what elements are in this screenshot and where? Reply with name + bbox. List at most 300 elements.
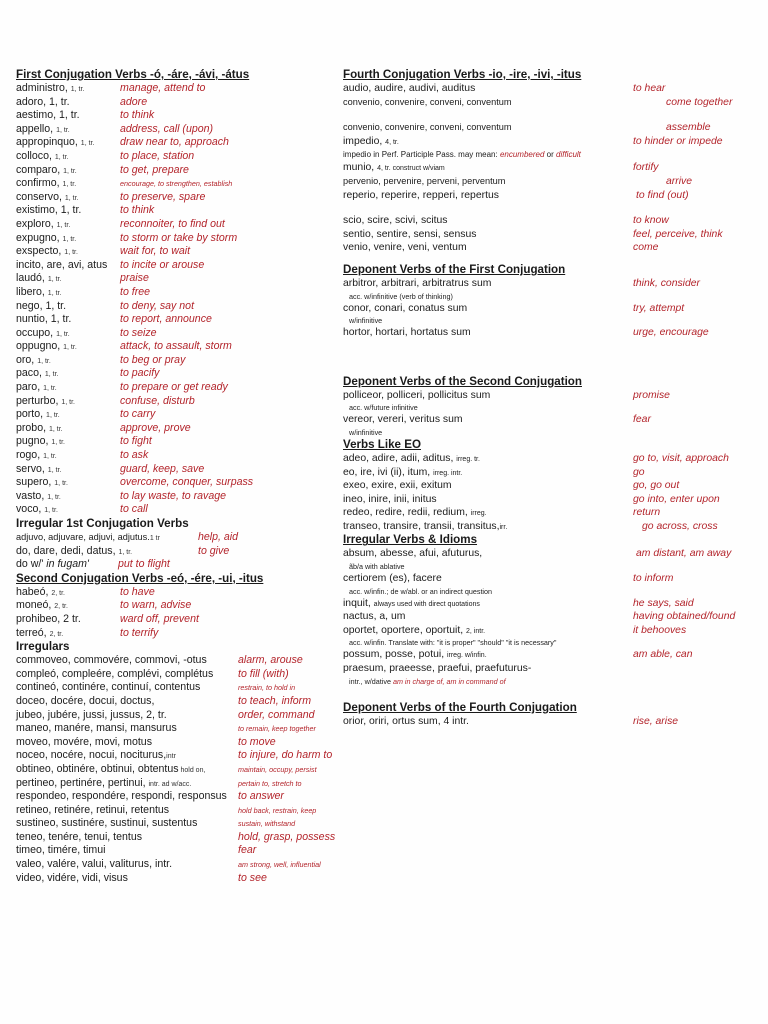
latin-word-text: possum, posse, potui,: [343, 649, 447, 661]
vocab-row: [16, 245, 346, 259]
vocab-row: [16, 367, 346, 381]
latin-word: [343, 228, 476, 242]
latin-word: [16, 749, 176, 764]
vocab-row: [16, 272, 346, 286]
latin-word-text: vasto,: [16, 489, 48, 502]
latin-word-text: scio, scire, scivi, scitus: [343, 215, 448, 227]
grammar-note: 1, tr.: [64, 249, 78, 257]
vocab-row: [16, 191, 346, 205]
impedio-note: [343, 148, 758, 161]
vocab-row: [343, 277, 758, 291]
latin-word: [16, 232, 76, 247]
latin-word-text: absum, abesse, afui, afuturus,: [343, 548, 483, 560]
english-gloss: to get, prepare: [120, 163, 189, 176]
impedio-note-gloss-2: difficult: [556, 150, 581, 160]
grammar-note: 1, tr.: [44, 371, 59, 379]
latin-word-text: conservo,: [16, 190, 65, 203]
latin-word-text: aestimo, 1, tr.: [16, 109, 80, 122]
latin-word: [343, 520, 507, 535]
vocab-row: [16, 736, 346, 750]
latin-word-text: vereor, vereri, veritus sum: [343, 414, 463, 426]
latin-word: [16, 422, 63, 437]
latin-word: [343, 326, 471, 340]
vocab-row: [343, 610, 758, 624]
english-gloss: manage, attend to: [120, 82, 206, 94]
vocab-row: [16, 531, 346, 545]
grammar-note: 1, tr.: [44, 507, 58, 515]
latin-word-text: inquit,: [343, 597, 374, 609]
english-gloss: maintain, occupy, persist: [238, 764, 317, 774]
latin-word: [343, 82, 475, 96]
english-gloss: to see: [238, 871, 267, 884]
english-gloss: to hear: [633, 83, 666, 94]
latin-word-text: colloco,: [16, 149, 55, 162]
latin-word: [16, 627, 63, 642]
grammar-note: 2, intr.: [466, 627, 486, 635]
grammar-note: 1, tr.: [63, 167, 77, 175]
latin-word-text: expugno,: [16, 231, 63, 244]
latin-word-text: terreó,: [16, 626, 50, 639]
latin-word: [343, 493, 437, 507]
vocab-row: [16, 831, 346, 845]
grammar-note: 2, tr.: [51, 589, 65, 597]
impedio-note-gloss-1: encumbered: [499, 150, 545, 160]
grammar-note: 2, tr.: [49, 630, 64, 638]
latin-word: [16, 177, 76, 192]
latin-word: [16, 150, 69, 165]
english-gloss: urge, encourage: [633, 327, 709, 339]
latin-word: [16, 844, 105, 858]
latin-word-text: oportet, oportere, oportuit,: [343, 624, 467, 636]
vocab-row: [16, 136, 346, 150]
latin-word: [16, 367, 58, 382]
latin-word-text: venio, venire, veni, ventum: [343, 242, 467, 254]
grammar-note: 2, tr.: [54, 603, 68, 611]
latin-word-text: rogo,: [16, 449, 44, 462]
latin-word: [16, 435, 65, 450]
latin-word-text: probo,: [16, 421, 49, 434]
section-heading: Second Conjugation Verbs -eó, -ére, -ui, -itus: [16, 571, 264, 585]
grammar-note: 1, tr.: [62, 235, 77, 243]
vocab-row: [343, 135, 758, 149]
vocab-row: [16, 177, 346, 191]
english-gloss: to seize: [120, 326, 157, 339]
vocab-row: [343, 520, 758, 534]
english-gloss: to preserve, spare: [120, 190, 206, 203]
english-gloss: he says, said: [633, 597, 694, 609]
vocab-row: [16, 449, 346, 463]
grammar-note: 1, tr.: [56, 221, 71, 229]
english-gloss: to free: [120, 285, 151, 298]
english-gloss: to teach, inform: [238, 694, 312, 707]
english-gloss: to fill (with): [238, 667, 289, 680]
latin-word-text: sentio, sentire, sensi, sensus: [343, 228, 477, 240]
grammar-note: 1, tr.: [47, 493, 61, 501]
english-gloss: sustain, withstand: [238, 819, 296, 829]
english-gloss: to carry: [120, 408, 156, 421]
english-gloss: hold, grasp, possess: [238, 830, 336, 843]
latin-word: [16, 463, 61, 478]
vocab-row: [16, 150, 346, 164]
english-gloss: come together: [666, 96, 733, 108]
vocab-row: [16, 599, 346, 613]
latin-word: [16, 123, 70, 138]
latin-word: [16, 777, 191, 792]
english-gloss: to call: [120, 503, 148, 516]
latin-word: [16, 872, 128, 886]
latin-word-text: do, dare, dedi, datus,: [16, 544, 119, 557]
latin-word: [16, 395, 75, 410]
section-heading: First Conjugation Verbs -ó, -áre, -ávi, -átus: [16, 68, 250, 81]
latin-word-text: sustineo, sustinére, sustinui, sustentus: [16, 817, 198, 830]
latin-word: [16, 599, 68, 614]
latin-word: [16, 164, 77, 179]
vocab-row: [16, 858, 346, 872]
latin-word: [16, 763, 205, 778]
latin-word: [16, 476, 68, 491]
usage-note: [343, 315, 758, 326]
grammar-note: 1, tr.: [61, 398, 75, 406]
latin-word-text: existimo, 1, tr.: [16, 204, 82, 217]
english-gloss: to report, announce: [120, 313, 212, 326]
latin-word-text: do w/': [16, 558, 47, 571]
latin-word-text: oro,: [16, 353, 38, 366]
section-heading: Verbs Like EO: [343, 437, 421, 451]
usage-note-gloss: am in charge of, am in command of: [392, 676, 506, 686]
english-gloss: to remain, keep together: [238, 724, 316, 734]
grammar-note: 1, tr.: [56, 330, 70, 338]
latin-word-text: nuntio, 1, tr.: [16, 313, 72, 326]
latin-word: [16, 613, 81, 627]
latin-word-text: adeo, adire, adii, aditus,: [343, 452, 457, 464]
latin-word-text: supero,: [16, 476, 55, 489]
vocab-row: [16, 545, 346, 559]
latin-word: [16, 286, 61, 301]
latin-word: [343, 648, 487, 663]
latin-word-text: laudó,: [16, 272, 48, 285]
vocab-row: [343, 302, 758, 316]
latin-word: [16, 218, 70, 233]
latin-word: [16, 259, 107, 273]
latin-word: [343, 597, 480, 612]
vocab-row: [16, 109, 346, 123]
latin-word: [343, 175, 505, 189]
latin-word-text: redeo, redire, redii, redium,: [343, 507, 471, 519]
latin-word: [16, 831, 142, 845]
usage-note-text: acc. w/infin. Translate with: "it is proper" "should" "it is necessary": [349, 638, 557, 648]
grammar-note: 1, tr.: [54, 153, 69, 161]
grammar-note: intr. ad w/acc.: [148, 780, 192, 788]
grammar-note: 1, tr.: [37, 357, 51, 365]
vocab-row: [343, 572, 758, 586]
english-gloss: feel, perceive, think: [633, 228, 723, 240]
latin-word: [343, 389, 490, 403]
latin-word-text: eo, ire, ivi (ii), itum,: [343, 466, 434, 478]
latin-word-text: administro,: [16, 82, 71, 94]
english-gloss: to move: [238, 735, 276, 748]
latin-word-text: ineo, inire, inii, initus: [343, 493, 437, 505]
latin-word: [16, 96, 70, 110]
vocab-row: [343, 506, 758, 520]
english-gloss: to prepare or get ready: [120, 381, 228, 394]
latin-word-text: compleó, compleére, complévi, complétus: [16, 667, 214, 680]
english-gloss: address, call (upon): [120, 122, 214, 135]
latin-word: [16, 709, 167, 723]
english-gloss: to injure, do harm to: [238, 749, 333, 762]
english-gloss: promise: [633, 389, 670, 401]
latin-word: [343, 277, 491, 291]
usage-note: [343, 402, 758, 413]
grammar-note: irreg.: [470, 510, 487, 518]
usage-note-text: acc. w/future infinitive: [349, 403, 418, 413]
latin-word-text: appropinquo,: [16, 136, 81, 149]
section-heading: Irregulars: [16, 640, 70, 654]
english-gloss: reconnoiter, to find out: [120, 217, 225, 230]
latin-word: [343, 189, 499, 203]
vocab-row: [16, 476, 346, 490]
english-gloss: to hinder or impede: [633, 135, 723, 147]
english-gloss: to have: [120, 585, 155, 598]
vocab-row: [343, 662, 758, 676]
latin-word-text: voco,: [16, 503, 45, 516]
vocab-row: [343, 214, 758, 228]
vocab-row: [16, 232, 346, 246]
english-gloss: having obtained/found: [633, 611, 736, 623]
vocab-row: [16, 395, 346, 409]
vocab-row: [343, 479, 758, 493]
vocab-row: [16, 313, 346, 327]
latin-word: [343, 302, 467, 316]
english-gloss: to terrify: [120, 626, 159, 639]
latin-word-text: servo,: [16, 462, 48, 475]
vocab-row: [16, 668, 346, 682]
latin-word-text: polliceor, polliceri, pollicitus sum: [343, 389, 491, 401]
vocab-row: [343, 121, 758, 135]
latin-word: [16, 817, 197, 831]
english-gloss: assemble: [666, 122, 711, 134]
grammar-note: always used with direct quotations: [373, 600, 480, 608]
vocab-row: [16, 286, 346, 300]
latin-word-text: arbitror, arbitrari, arbitratrus sum: [343, 277, 492, 289]
english-gloss: to incite or arouse: [120, 258, 205, 271]
vocab-row: [343, 466, 758, 480]
grammar-note: 1, tr.: [80, 140, 95, 148]
vocab-row: [16, 763, 346, 777]
vocab-row: [16, 381, 346, 395]
grammar-note: 1, tr.: [43, 453, 57, 461]
grammar-note: 1, tr.: [47, 466, 62, 474]
english-gloss: go: [633, 466, 645, 478]
english-gloss: to fight: [120, 435, 152, 448]
latin-word-text: transeo, transire, transii, transitus,: [343, 520, 500, 532]
vocab-row: [343, 624, 758, 638]
english-gloss: help, aid: [198, 531, 239, 543]
latin-word-text: reperio, reperire, repperi, repertus: [343, 189, 499, 201]
vocab-row: [16, 777, 346, 791]
grammar-note: 1, tr.: [47, 289, 62, 297]
usage-note-text: w/infinitive: [349, 316, 383, 326]
latin-word: [16, 736, 152, 750]
spacer: [343, 687, 758, 701]
english-gloss: try, attempt: [633, 302, 685, 314]
grammar-note: 1, tr.: [70, 86, 85, 93]
latin-word: [16, 790, 227, 804]
latin-word: [16, 586, 65, 601]
english-gloss: am strong, well, influential: [238, 860, 321, 870]
latin-word: [343, 135, 399, 150]
latin-word: [16, 531, 160, 546]
english-gloss: to lay waste, to ravage: [120, 489, 226, 502]
english-gloss: go across, cross: [642, 520, 718, 532]
latin-word: [343, 96, 512, 110]
latin-word: [343, 610, 405, 624]
english-gloss: guard, keep, save: [120, 462, 205, 475]
english-gloss: fear: [633, 414, 651, 426]
vocab-row: [16, 327, 346, 341]
english-gloss: encourage, to strengthen, establish: [120, 179, 233, 189]
usage-note: [343, 586, 758, 597]
vocab-row: [343, 389, 758, 403]
latin-word-text: convenio, convenire, conveni, conventum: [343, 96, 512, 107]
latin-word: [16, 654, 207, 668]
vocab-row: [16, 164, 346, 178]
grammar-note: 1, tr.: [47, 276, 62, 284]
english-gloss: to find (out): [636, 189, 689, 201]
latin-word: [16, 354, 51, 369]
vocab-row: [343, 715, 758, 729]
english-gloss: attack, to assault, storm: [120, 340, 232, 353]
latin-word: [16, 545, 132, 560]
latin-word: [343, 161, 445, 176]
latin-word: [16, 191, 79, 206]
grammar-note: 4, tr.: [385, 138, 399, 146]
english-gloss: confuse, disturb: [120, 394, 195, 407]
english-gloss: to give: [198, 544, 230, 557]
latin-word: [343, 121, 512, 135]
latin-word-text: nactus, a, um: [343, 611, 406, 623]
vocab-row: [343, 452, 758, 466]
latin-word-text: convenio, convenire, conveni, conventum: [343, 122, 512, 133]
usage-note-text: ãb/a with ablative: [349, 562, 405, 572]
english-gloss: approve, prove: [120, 421, 191, 434]
english-gloss: am able, can: [633, 649, 693, 661]
latin-word-text: maneo, manére, mansi, mansurus: [16, 722, 177, 735]
english-gloss: to know: [633, 215, 669, 227]
latin-word: [16, 695, 154, 709]
grammar-note: 4, tr. construct w/viam: [377, 165, 445, 173]
latin-word-text: confirmo,: [16, 177, 63, 190]
english-gloss: to answer: [238, 790, 284, 803]
english-gloss: order, command: [238, 708, 315, 721]
latin-word: [16, 245, 78, 260]
grammar-note: 1, tr.: [63, 344, 77, 352]
section-heading: Irregular 1st Conjugation Verbs: [16, 517, 189, 530]
latin-word-text: contineó, continére, continuí, contentus: [16, 681, 201, 694]
latin-phrase: in fugam': [46, 558, 89, 571]
latin-word-text: oppugno,: [16, 340, 64, 353]
vocab-row: [16, 123, 346, 137]
vocab-row: [16, 844, 346, 858]
latin-word-text: pertineo, pertinére, pertinui,: [16, 776, 149, 789]
grammar-note: 1, tr.: [54, 480, 68, 488]
latin-word-text: teneo, tenére, tenui, tentus: [16, 830, 143, 843]
latin-word: [16, 82, 84, 97]
latin-word: [16, 449, 57, 464]
english-gloss: to beg or pray: [120, 353, 186, 366]
usage-note-text: intr., w/dative: [349, 676, 391, 686]
latin-word-text: doceo, docére, docui, doctus,: [16, 694, 155, 707]
left-column: [16, 68, 346, 885]
english-gloss: to think: [120, 204, 155, 217]
latin-word-text: moneó,: [16, 599, 55, 612]
vocab-row: [16, 204, 346, 218]
vocab-row: [16, 709, 346, 723]
vocab-row: [16, 422, 346, 436]
latin-word: [343, 624, 485, 639]
english-gloss: to pacify: [120, 367, 160, 380]
english-gloss: draw near to, approach: [120, 136, 229, 149]
vocab-row: [343, 96, 758, 110]
vocab-row: [16, 749, 346, 763]
latin-word-text: noceo, nocére, nocui, nociturus,: [16, 749, 167, 762]
latin-word-text: exploro,: [16, 217, 57, 230]
vocab-row: [343, 228, 758, 242]
latin-word: [16, 109, 80, 123]
grammar-note: 1, tr.: [56, 126, 70, 134]
english-gloss: overcome, conquer, surpass: [120, 476, 254, 489]
english-gloss: hold back, restrain, keep: [238, 805, 317, 815]
latin-word: [343, 413, 463, 427]
vocab-row: [16, 790, 346, 804]
spacer: [343, 255, 758, 263]
latin-word-text: audio, audire, audivi, auditus: [343, 83, 476, 94]
latin-word-text: orior, oriri, ortus sum, 4 intr.: [343, 715, 469, 727]
section-heading: Deponent Verbs of the Second Conjugation: [343, 374, 582, 388]
usage-note-text: acc. w/infinitive (verb of thinking): [349, 291, 453, 301]
latin-word: [16, 340, 77, 355]
vocab-row: [16, 627, 346, 641]
latin-word-text: pervenio, pervenire, perveni, perventum: [343, 175, 506, 186]
vocab-row: [343, 175, 758, 189]
section-heading: Deponent Verbs of the First Conjugation: [343, 262, 566, 276]
english-gloss: to place, station: [120, 149, 195, 162]
grammar-note: 1, tr.: [51, 439, 65, 447]
vocab-row: [16, 435, 346, 449]
latin-word-text: praesum, praeesse, praefui, praefuturus-: [343, 663, 532, 675]
latin-word: [16, 204, 81, 218]
latin-word-text: munio,: [343, 162, 378, 174]
latin-word: [343, 715, 469, 729]
latin-word-text: paco,: [16, 367, 45, 380]
latin-word-text: adjuvo, adjuvare, adjuvi, adjutus.: [16, 532, 150, 542]
usage-note: [343, 291, 758, 302]
right-column: [343, 68, 758, 728]
latin-word-text: certiorem (es), facere: [343, 573, 442, 585]
latin-word: [16, 381, 57, 396]
english-gloss: adore: [120, 95, 148, 108]
latin-word-text: video, vidére, vidi, visus: [16, 871, 128, 884]
section-heading: Irregular Verbs & Idioms: [343, 533, 478, 547]
section-heading: Fourth Conjugation Verbs -io, -ire, -ivi, -itus: [343, 68, 582, 81]
english-gloss: to storm or take by storm: [120, 231, 238, 244]
latin-word-text: valeo, valére, valui, valiturus, intr.: [16, 858, 173, 871]
grammar-note: irreg. tr.: [456, 455, 480, 463]
vocab-row: [16, 804, 346, 818]
vocab-row: [343, 413, 758, 427]
vocab-row: [16, 695, 346, 709]
latin-word-text: incito, are, avi, atus: [16, 258, 108, 271]
vocab-row: [16, 586, 346, 600]
